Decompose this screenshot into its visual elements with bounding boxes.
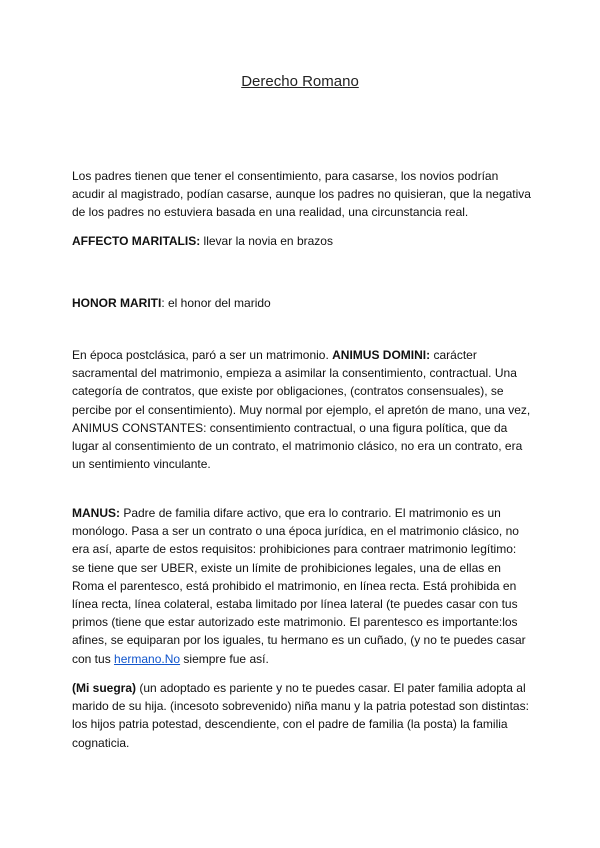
paragraph-text: llevar la novia en brazos — [200, 234, 333, 248]
term-animus-domini: ANIMUS DOMINI: — [332, 348, 431, 362]
paragraph-text: : el honor del marido — [161, 296, 271, 310]
paragraph-manus — [72, 504, 532, 668]
paragraph-text: carácter sacramental del matrimonio, empieza a asimilar la consentimiento, contractual. Una categoría de contratos, que existe por obligaciones, (contratos consensuales), se percibe por el consentimiento). Muy normal por ejemplo, el apretón de mano, una vez, ANIMUS CONSTANTES: consentimiento contractual, o una figura política, que da lugar al consentimiento de un contrato, el matrimonio clásico, no era un contrato, era un sentimiento vinculante. — [72, 348, 531, 472]
term-affecto-maritalis: AFFECTO MARITALIS: — [72, 234, 201, 248]
paragraph-affecto-maritalis — [72, 232, 532, 250]
paragraph-consentimiento — [72, 167, 532, 222]
page-title: Derecho Romano — [241, 73, 359, 90]
paragraph-honor-mariti — [72, 294, 532, 312]
paragraph-text: (un adoptado es pariente y no te puedes casar. El pater familia adopta al marido de su hija. (incesoto sobrevenido) niña manu y la patria potestad son distintas: los hijos patria potestad, descendiente, con el padre de familia (la posta) la familia cognaticia. — [72, 681, 529, 750]
term-manus: MANUS: — [72, 506, 120, 520]
hermano-link[interactable]: hermano.No — [114, 651, 181, 666]
paragraph-mi-suegra — [72, 679, 532, 752]
paragraph-animus-domini — [72, 346, 532, 473]
paragraph-text: Padre de familia difare activo, que era lo contrario. El matrimonio es un monólogo. Pasa a ser un contrato o una época jurídica, en el matrimonio clásico, no era así, aparte de estos requisitos: prohibiciones para contraer matrimonio legítimo: se tiene que ser UBER, existe un límite de prohibiciones legales, una de ellas en Roma el parentesco, está prohibido el matrimonio, en línea recta. Está prohibida en línea recta, línea colateral, estaba limitado por línea lateral (te puedes casar con tus primos (tiene que estar autorizado este matrimonio. El parentesco es importante:los afines, se equiparan por los iguales, tu hermano es un cuñado, (y no te puedes casar con tus — [72, 506, 526, 666]
term-mi-suegra: (Mi suegra) — [72, 681, 137, 695]
paragraph-text: En época postclásica, paró a ser un matrimonio. — [72, 348, 333, 362]
paragraph-text: Los padres tienen que tener el consentimiento, para casarse, los novios podrían acudir al magistrado, podían casarse, aunque los padres no quisieran, que la negativa de los padres no estuviera basada en una realidad, una circunstancia real. — [72, 169, 531, 220]
paragraph-text: siempre fue así. — [180, 651, 269, 666]
term-honor-mariti: HONOR MARITI — [72, 296, 162, 310]
